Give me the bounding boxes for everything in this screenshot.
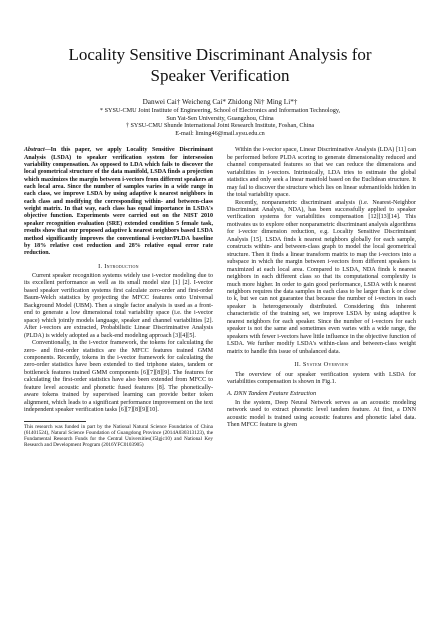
dnn-paragraph: In the system, Deep Neural Network serves as an acoustic modeling network used to extract phonetic level tandem feature. At first, a DNN acoustic model is trained using acoustic features and phonetic label data. Then MFCC feature is given bbox=[227, 399, 416, 429]
section-2-heading: II. System Overview bbox=[294, 361, 349, 369]
affiliation-2: † SYSU-CMU Shunde International Joint Research Institute, Foshan, China bbox=[125, 122, 315, 130]
footnote: This research was funded in part by the National Natural Science Foundation of China (61401524), Natural Science Foundation of Guangdong Province (2014A030313123), the Fundamental Research Funds for the Central Universities(15lgjc10) and National Key Research and Development Program (2016YFC0103905) bbox=[24, 423, 213, 449]
overview-paragraph: The overview of our speaker verification system with LSDA for variabilities compensation is shown in Fig.1. bbox=[227, 371, 416, 385]
abstract-label: Abstract bbox=[24, 147, 45, 154]
title-line-2: Speaker Verification bbox=[150, 66, 290, 85]
email: E-mail: liming46@mail.sysu.edu.cn bbox=[175, 129, 265, 137]
abstract bbox=[24, 147, 213, 257]
paper-title bbox=[48, 44, 392, 86]
two-column-body bbox=[24, 147, 416, 448]
subsection-a-heading: A. DNN Tandem Feature Extraction bbox=[227, 390, 317, 398]
right-paragraph-1: Within the i-vector space, Linear Discriminative Analysis (LDA) [11] can be performed before PLDA scoring to generate dimensionality reduced and channel compensated features so that we can reduce the dimensions and variabilities in i-vectors. Intrinsically, LDA tries to estimate the global statistics and only seek a linear manifold based on the Euclidean structure. It may fail to discover the structure which lies on linear submanifolds hidden in the total variability space. bbox=[227, 147, 416, 199]
intro-paragraph-1: Current speaker recognition systems widely use i-vector modeling due to its excellent performance as well as its small model size [1] [2]. I-vector based speaker verification systems first calculate zero-order and first-order Baum-Welch statistics by projecting the MFCC features onto Universal Background Model (UBM). Then a single factor analysis is used as a front-end to generate a low dimensional total variability space (i.e. the i-vector space) which jointly models language, speaker and channel variabilities [2]. After i-vectors are extracted, Probabilistic Linear Discriminative Analysis (PLDA) is widely adopted as a back-end modeling approach [3][4][5]. bbox=[24, 272, 213, 339]
right-column bbox=[227, 147, 416, 448]
abstract-text: —In this paper, we apply Locality Sensitive Discriminant Analysis (LSDA) to speaker verification system for intersession variability compensation. As opposed to LDA which fails to discover the local geometrical structure of the data manifold, LSDA finds a projection which maximizes the margin between i-vectors from different speakers at each local area. Since the number of samples varies in a wide range in each class, we improve LSDA by using adaptive k nearest neighbors in each class and modifying the corresponding within- and between-class weight matrix. In that way, each class has equal importance in LSDA's objective function. Experiments were carried out on the NIST 2010 speaker recognition evaluation (SRE) extended condition 5 female task, results show that our proposed adaptive k nearest neighbors based LSDA method significantly improves the conventional i-vector/PLDA baseline by 18% relative cost reduction and 28% relative equal error rate reduction. bbox=[24, 147, 213, 257]
intro-paragraph-2: Conventionally, in the i-vector framework, the tokens for calculating the zero- and first-order statistics are the MFCC features trained GMM components. Recently, tokens in the i-vector framework for calculating the zero-order statistics have been extended to tied triphone states, tandem or bottleneck features trained GMM components [6][7][8][9]. The features for calculating the first-order statistics have also been extended from MFCC to feature level acoustic and phonetic fused features [8]. The phonetically-aware tokens trained by supervised learning can provide better token alignment, which leads to a significant performance improvement on the text independent speaker verification tasks [6][7][8][9][10]. bbox=[24, 340, 213, 414]
right-paragraph-2: Recently, nonparametric discriminant analysis (i.e. Nearest-Neighbor Discriminant Analysis, NDA), has been successfully applied to speaker verification systems for variabilities compensation [12][13][14]. This motivates us to explore other nonparametric discriminant analysis algorithms for i-vector dimension reduction, e.g. Locality Sensitive Discriminant Analysis [15]. LSDA finds k nearest neighbors globally for each sample, constructs within- and between-class graph to model the local geometrical structure. Then it finds a linear transform matrix to map the i-vectors into a subspace in which the margin between i-vectors from different speakers is maximized at each local area. Compared to LSDA, NDA finds k nearest neighbors in each different class so that its computational complexity is much more higher. In order to gain good performance, LSDA with k nearest neighbors requires the data samples in each class to be larger than k or close to k, but we can not guarantee that because the number of i-vectors in each speaker is heterogeneously distributed. Considering this inherent characteristic of the training set, we improve LSDA by using adaptive k nearest neighbors for each speaker. Since the number of i-vectors for each speaker is not the same and sometimes even varies with a wide range, the speakers with fewer i-vectors have little influence in the objective function of LSDA. We further modify LSDA's within-class and between-class weight matrix to handle this issue of unbalanced data. bbox=[227, 199, 417, 355]
authors: Danwei Cai† Weicheng Cai* Zhidong Ni† Ming Li*† bbox=[142, 98, 298, 106]
footnote-rule bbox=[24, 421, 86, 422]
affiliation-1: * SYSU-CMU Joint Institute of Engineering, School of Electronics and Information Technology, bbox=[99, 107, 341, 114]
title-line-1: Locality Sensitive Discriminant Analysis for bbox=[68, 45, 372, 64]
affiliation-1b: Sun Yat-Sen University, Guangzhou, China bbox=[166, 114, 274, 122]
section-1-heading: I. Introduction bbox=[98, 262, 139, 270]
left-column bbox=[24, 147, 213, 448]
